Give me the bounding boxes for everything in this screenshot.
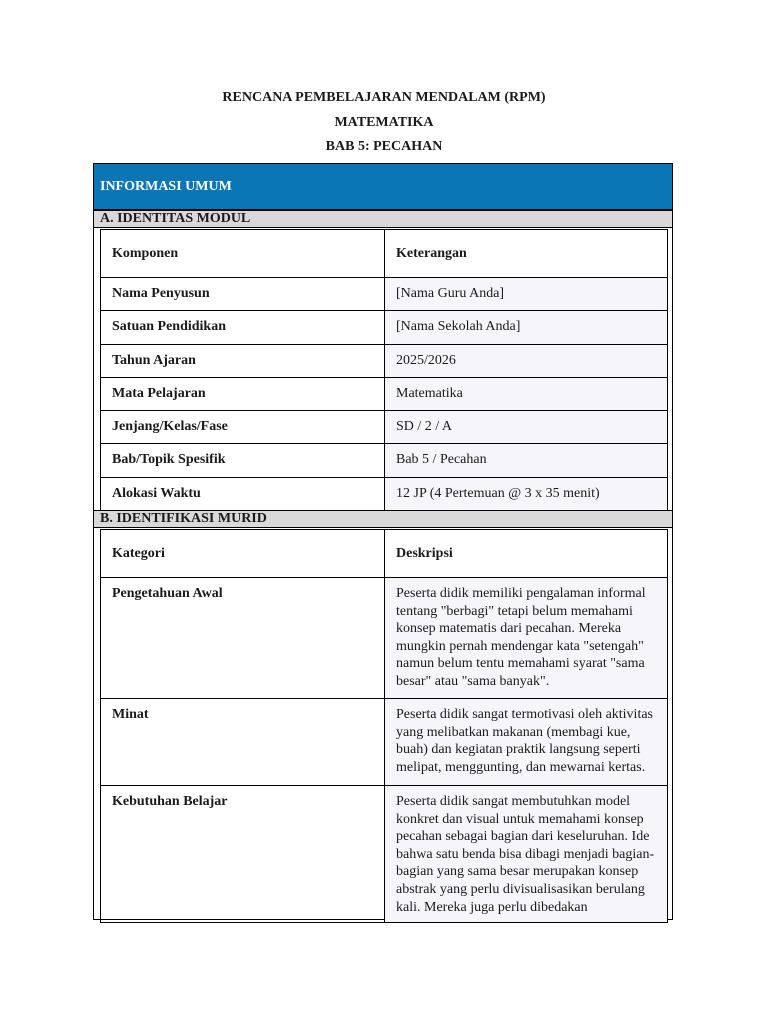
table-row (101, 444, 668, 477)
table-row (101, 578, 668, 699)
table-row (101, 786, 668, 923)
row-value: Peserta didik sangat membutuhkan model konkret dan visual untuk memahami konsep pecahan sebagai bagian dari keseluruhan. Ide bahwa satu benda bisa dibagi menjadi bagian-bagian yang sama besar merupakan konsep abstrak yang perlu divisualisasikan berulang kali. Mereka juga perlu dibedakan (385, 786, 668, 923)
student-identification-table (100, 529, 668, 923)
table-row (101, 477, 668, 510)
row-label: Mata Pelajaran (101, 377, 385, 410)
row-value: 2025/2026 (385, 344, 668, 377)
document-chapter: BAB 5: PECAHAN (325, 139, 443, 154)
table-row (101, 699, 668, 786)
row-value: 12 JP (4 Pertemuan @ 3 x 35 menit) (385, 477, 668, 510)
table-row (101, 278, 668, 311)
row-label: Jenjang/Kelas/Fase (101, 411, 385, 444)
row-value: SD / 2 / A (385, 411, 668, 444)
row-label: Kebutuhan Belajar (101, 786, 385, 923)
section-a-title: A. IDENTITAS MODUL (94, 210, 672, 228)
row-value: [Nama Sekolah Anda] (385, 311, 668, 344)
document-subject: MATEMATIKA (334, 114, 434, 130)
row-value: Matematika (385, 377, 668, 410)
row-value: [Nama Guru Anda] (385, 278, 668, 311)
row-label: Alokasi Waktu (101, 477, 385, 510)
table-row (101, 311, 668, 344)
row-label: Nama Penyusun (101, 278, 385, 311)
general-info-header: INFORMASI UMUM (94, 164, 672, 210)
section-b-title: B. IDENTIFIKASI MURID (94, 510, 672, 528)
row-label: Satuan Pendidikan (101, 311, 385, 344)
document-title-block (0, 86, 768, 160)
row-label: Pengetahuan Awal (101, 578, 385, 699)
row-label: Tahun Ajaran (101, 344, 385, 377)
row-label: Bab/Topik Spesifik (101, 444, 385, 477)
table-row (101, 411, 668, 444)
table-header-row (101, 230, 668, 278)
table-row (101, 344, 668, 377)
row-value: Peserta didik sangat termotivasi oleh aktivitas yang melibatkan makanan (membagi kue, buah) dan kegiatan praktik langsung seperti melipat, menggunting, dan mewarnai kertas. (385, 699, 668, 786)
row-value: Peserta didik memiliki pengalaman informal tentang "berbagi" tetapi belum memahami konsep matematis dari pecahan. Mereka mungkin pernah mendengar kata "setengah" namun belum tentu memahami syarat "sama besar" atau "sama banyak". (385, 578, 668, 699)
row-label: Minat (101, 699, 385, 786)
general-info-frame (93, 163, 673, 920)
row-value: Bab 5 / Pecahan (385, 444, 668, 477)
column-header-komponen: Komponen (101, 230, 385, 278)
column-header-deskripsi: Deskripsi (385, 530, 668, 578)
table-row (101, 377, 668, 410)
table-header-row (101, 530, 668, 578)
identity-table (100, 229, 668, 511)
column-header-kategori: Kategori (101, 530, 385, 578)
column-header-keterangan: Keterangan (385, 230, 668, 278)
document-title: RENCANA PEMBELAJARAN MENDALAM (RPM) (222, 90, 546, 105)
